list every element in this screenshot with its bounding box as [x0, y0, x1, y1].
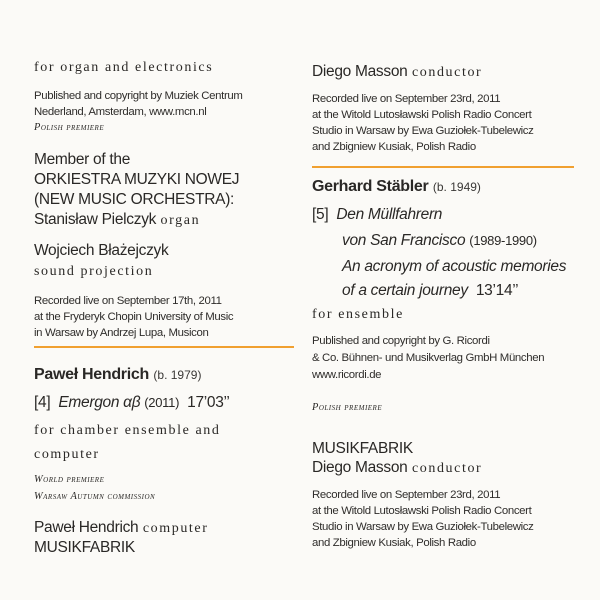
commission-note: Warsaw Autumn commission	[34, 491, 156, 502]
performer-name: Paweł Hendrich	[34, 519, 139, 536]
composer-heading	[312, 178, 481, 196]
premiere-note: World premiere	[34, 474, 105, 485]
conductor-role: conductor	[411, 65, 483, 80]
recording-line: Studio in Warsaw by Ewa Guziołek-Tubelewicz	[312, 521, 534, 533]
section-divider	[312, 166, 574, 168]
publisher-line: & Co. Bühnen- und Musikverlag GmbH München	[312, 352, 545, 364]
recording-line: and Zbigniew Kusiak, Polish Radio	[312, 537, 476, 549]
ensemble-line: ORKIESTRA MUZYKI NOWEJ	[34, 171, 240, 188]
composer-name: Gerhard Stäbler	[312, 178, 429, 195]
track-title: Den Müllfahrern	[336, 206, 443, 223]
composer-heading	[34, 366, 201, 384]
instrumentation-line: for chamber ensemble and	[34, 423, 221, 438]
performer-organ	[34, 211, 200, 229]
conductor-line	[312, 459, 482, 477]
recording-line: and Zbigniew Kusiak, Polish Radio	[312, 141, 476, 153]
composer-name: Paweł Hendrich	[34, 366, 149, 383]
ensemble-line: Member of the	[34, 151, 131, 168]
ensemble-name: MUSIKFABRIK	[34, 539, 135, 556]
track-title: von San Francisco	[342, 232, 466, 249]
recording-line: at the Witold Lutosławski Polish Radio Concert	[312, 505, 532, 517]
recording-line: Recorded live on September 23rd, 2011	[312, 93, 501, 105]
track-number: [5]	[312, 206, 329, 223]
recording-line: in Warsaw by Andrzej Lupa, Musicon	[34, 327, 209, 339]
publisher-line: Nederland, Amsterdam, www.mcn.nl	[34, 106, 207, 118]
performer-role: sound projection	[34, 264, 154, 279]
track-year: (2011)	[144, 395, 180, 410]
publisher-line: Published and copyright by Muziek Centrum	[34, 90, 243, 102]
recording-line: Studio in Warsaw by Ewa Guziołek-Tubelewicz	[312, 125, 534, 137]
ensemble-name: MUSIKFABRIK	[312, 440, 413, 457]
performer-name: Wojciech Błażejczyk	[34, 242, 169, 259]
recording-line: Recorded live on September 17th, 2011	[34, 295, 222, 307]
publisher-line: Published and copyright by G. Ricordi	[312, 335, 490, 347]
track-subtitle: An acronym of acoustic memories	[342, 258, 567, 275]
premiere-note: Polish premiere	[34, 122, 105, 133]
track-year: (1989-1990)	[469, 233, 537, 248]
conductor-name: Diego Masson	[312, 63, 408, 80]
track-title: Emergon αβ	[58, 394, 141, 411]
publisher-line: www.ricordi.de	[312, 369, 382, 381]
track-line	[312, 206, 442, 224]
track-subtitle: of a certain journey	[342, 282, 468, 299]
track-number: [4]	[34, 394, 51, 411]
recording-line: at the Witold Lutosławski Polish Radio Concert	[312, 109, 532, 121]
performer-computer	[34, 519, 208, 537]
composer-years: (b. 1979)	[153, 368, 202, 382]
track-title-line	[342, 232, 537, 250]
performer-role: organ	[160, 213, 201, 228]
track-duration: 17’03’’	[187, 394, 230, 411]
ensemble-line: (NEW MUSIC ORCHESTRA):	[34, 191, 235, 208]
instrumentation-line: computer	[34, 447, 100, 462]
instrumentation-line: for ensemble	[312, 307, 404, 322]
track-duration: 13’14’’	[475, 282, 519, 299]
conductor-line	[312, 63, 482, 81]
premiere-note: Polish premiere	[312, 402, 383, 413]
performer-role: computer	[142, 521, 209, 536]
recording-line: Recorded live on September 23rd, 2011	[312, 489, 501, 501]
track-subtitle-line	[342, 282, 518, 300]
track-line	[34, 394, 230, 412]
performer-name: Stanisław Pielczyk	[34, 211, 157, 228]
composer-years: (b. 1949)	[432, 180, 481, 194]
recording-line: at the Fryderyk Chopin University of Music	[34, 311, 234, 323]
section-divider	[34, 346, 294, 348]
instrumentation-line: for organ and electronics	[34, 60, 214, 75]
conductor-role: conductor	[411, 461, 483, 476]
conductor-name: Diego Masson	[312, 459, 408, 476]
